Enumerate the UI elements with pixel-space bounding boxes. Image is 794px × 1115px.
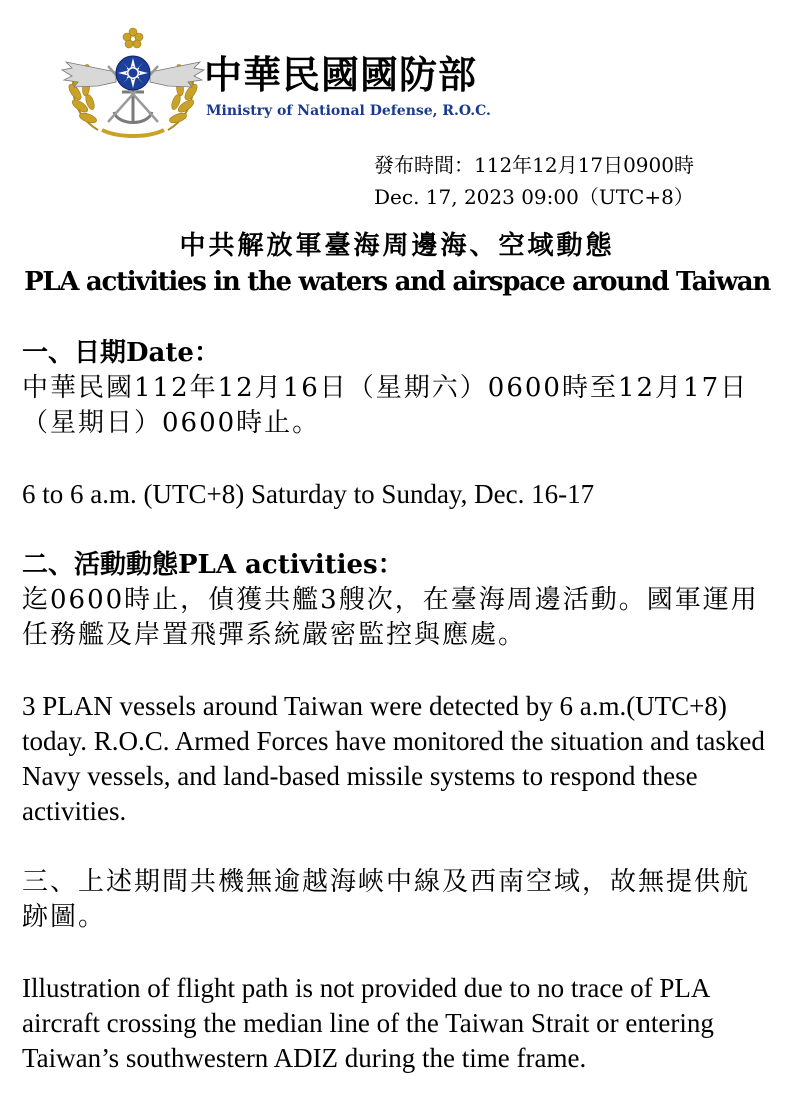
section-activities-zh: 迄0600時止，偵獲共艦3艘次，在臺海周邊活動。國軍運用任務艦及岸置飛彈系統嚴密監控與應處。 xyxy=(22,585,759,650)
section-activities-heading: 二、活動動態PLA activities： xyxy=(22,550,404,580)
title-en: PLA activities in the waters and airspace around Taiwan xyxy=(24,267,770,297)
document-title xyxy=(0,228,794,300)
section-date-en: 6 to 6 a.m. (UTC+8) Saturday to Sunday, Dec. 16-17 xyxy=(22,479,595,509)
section-date-zh: 中華民國112年12月16日（星期六）0600時至12月17日（星期日）0600時止。 xyxy=(22,373,749,438)
section-date-heading: 一、日期Date： xyxy=(22,338,220,368)
document-body xyxy=(22,336,774,1076)
ministry-name-en: Ministry of National Defense, R.O.C. xyxy=(206,103,491,119)
release-time xyxy=(374,149,694,213)
mnd-emblem-icon xyxy=(58,26,208,142)
section-note-en: Illustration of flight path is not provided due to no trace of PLA aircraft crossing the median line of the Taiwan Strait or entering Taiwan’s southwestern ADIZ during the time frame. xyxy=(22,973,714,1073)
release-time-zh: 發布時間：112年12月17日0900時 xyxy=(374,153,694,177)
letterhead xyxy=(58,26,508,142)
section-activities-en: 3 PLAN vessels around Taiwan were detected by 6 a.m.(UTC+8) today. R.O.C. Armed Forces have monitored the situation and tasked Navy vessels, and land-based missile systems to respond these activities. xyxy=(22,691,765,826)
title-zh: 中共解放軍臺海周邊海、空域動態 xyxy=(179,231,615,261)
ministry-name-zh: 中華民國國防部 xyxy=(204,53,478,97)
release-time-en: Dec. 17, 2023 09:00（UTC+8） xyxy=(374,185,694,209)
section-note-zh: 三、上述期間共機無逾越海峽中線及西南空域，故無提供航跡圖。 xyxy=(22,867,751,932)
